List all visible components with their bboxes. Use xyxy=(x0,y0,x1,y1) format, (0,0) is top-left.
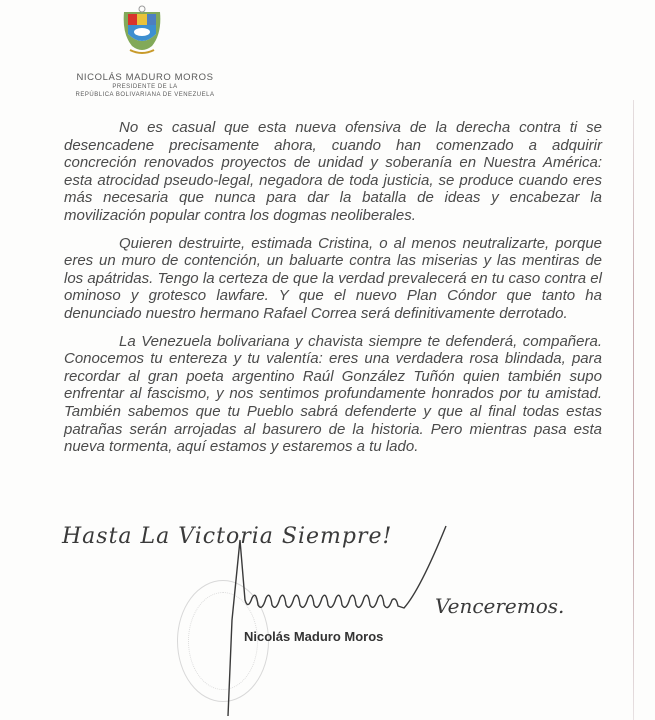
paragraph-3: La Venezuela bolivariana y chavista siempre te defenderá, compañera. Conocemos tu entereza y tu valentía: eres una verdadera rosa blindada, para recordar al gran poeta argentino Raúl González Tuñón quien también supo enfrentar al fascismo, y nos sentimos profundamente honrados por tu amistad. También sabemos que tu Pueblo sabrá defenderte y que al final todas estas patrañas serán arrojadas al basurero de la historia. Pero mientras pasa esta nueva tormenta, aquí estamos y estaremos a tu lado. xyxy=(64,332,602,456)
letterhead-title-2: REPÚBLICA BOLIVARIANA DE VENEZUELA xyxy=(75,92,215,98)
handwritten-venceremos: Venceremos. xyxy=(435,594,565,618)
handwritten-closing: Hasta La Victoria Siempre! xyxy=(62,524,393,549)
letterhead-title-1: PRESIDENTE DE LA xyxy=(112,84,178,90)
letterhead-name: NICOLÁS MADURO MOROS xyxy=(76,72,214,83)
paragraph-2: Quieren destruirte, estimada Cristina, o al menos neutralizarte, porque eres un muro de contención, un baluarte contra las miserias y las mentiras de los apátridas. Tengo la certeza de que la verdad prevalecerá en tu caso contra el ominoso y grotesco lawfare. Y que el nuevo Plan Cóndor que tanto ha denunciado nuestro hermano Rafael Correa será definitivamente derrotado. xyxy=(64,234,602,322)
signer-name: Nicolás Maduro Moros xyxy=(244,629,384,644)
paragraph-1: No es casual que esta nueva ofensiva de la derecha contra ti se desencadene precisamente ahora, cuando han comenzado a adquirir concreción renovados proyectos de unidad y soberanía en Nuestra América: esta atrocidad pseudo-legal, negadora de toda justicia, se produce cuando eres más necesaria que nunca para dar la batalla de ideas y encabezar la movilización popular contra los dogmas neoliberales. xyxy=(64,119,602,224)
